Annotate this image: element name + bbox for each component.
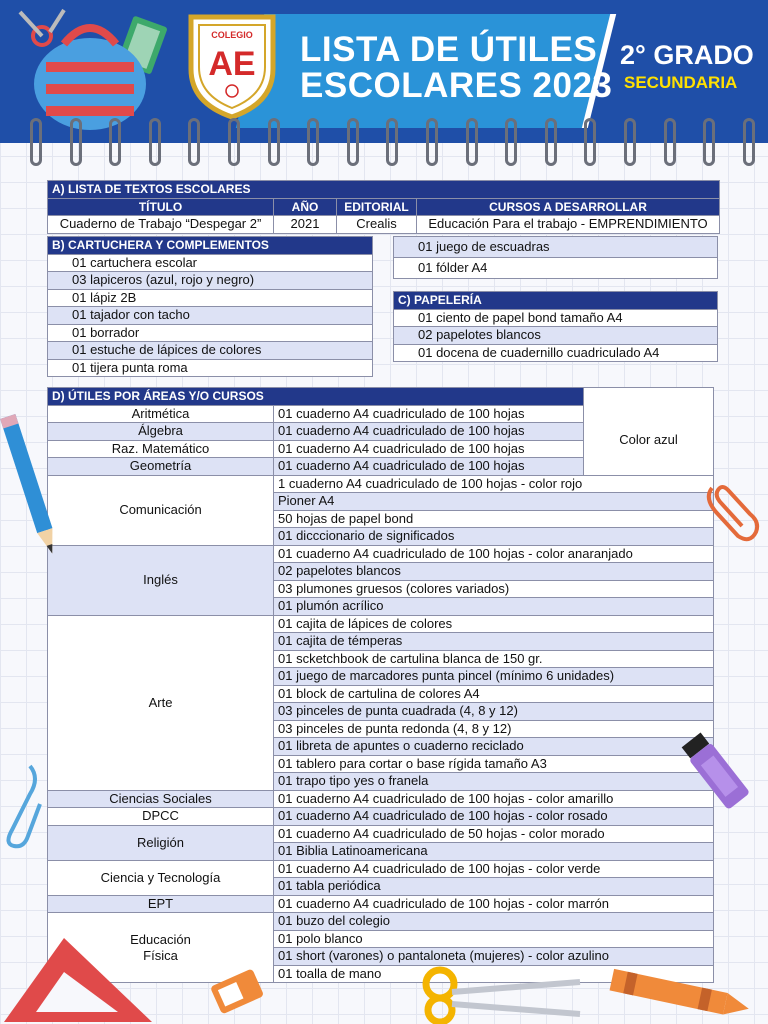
- area-item: 01 block de cartulina de colores A4: [274, 685, 714, 703]
- area-item: 1 cuaderno A4 cuadriculado de 100 hojas - color rojo: [274, 475, 714, 493]
- spiral-ring: [584, 118, 596, 166]
- col-header-year: AÑO: [274, 198, 337, 216]
- section-c-title: C) PAPELERÍA: [394, 292, 718, 310]
- section-d-title: D) ÚTILES POR ÁREAS Y/O CURSOS: [48, 388, 584, 406]
- spiral-binding: [0, 118, 768, 170]
- school-logo: [183, 11, 281, 121]
- area-item: 01 cuaderno A4 cuadriculado de 100 hojas - color rosado: [274, 808, 714, 826]
- area-label-line-1: Educación: [130, 931, 191, 947]
- area-item: 01 cuaderno A4 cuadriculado de 100 hojas: [274, 458, 584, 476]
- area-cell: Raz. Matemático: [48, 440, 274, 458]
- area-item: 01 juego de marcadores punta pincel (mínimo 6 unidades): [274, 668, 714, 686]
- spiral-ring: [545, 118, 557, 166]
- crayon-icon: [600, 968, 768, 1024]
- area-item: 01 dicccionario de significados: [274, 528, 714, 546]
- spiral-ring: [386, 118, 398, 166]
- text-year-cell: 2021: [274, 216, 337, 234]
- area-item: 01 libreta de apuntes o cuaderno reciclado: [274, 738, 714, 756]
- area-item: 01 tablero para cortar o base rígida tamaño A3: [274, 755, 714, 773]
- spiral-ring: [307, 118, 319, 166]
- area-item: 01 Biblia Latinoamericana: [274, 843, 714, 861]
- area-item: 01 cuaderno A4 cuadriculado de 50 hojas - color morado: [274, 825, 714, 843]
- list-item: 01 docena de cuadernillo cuadriculado A4: [394, 344, 718, 362]
- section-b-extra-table: [393, 236, 718, 279]
- area-item: 02 papelotes blancos: [274, 563, 714, 581]
- area-item: 01 cuaderno A4 cuadriculado de 100 hojas - color amarillo: [274, 790, 714, 808]
- list-item: 01 tajador con tacho: [48, 307, 373, 325]
- spiral-ring: [505, 118, 517, 166]
- area-item: 01 cuaderno A4 cuadriculado de 100 hojas - color verde: [274, 860, 714, 878]
- spiral-ring: [426, 118, 438, 166]
- area-cell: Inglés: [48, 545, 274, 615]
- spiral-ring: [466, 118, 478, 166]
- area-cell: Comunicación: [48, 475, 274, 545]
- area-item: 01 cuaderno A4 cuadriculado de 100 hojas - color anaranjado: [274, 545, 714, 563]
- page-title: [300, 32, 612, 104]
- area-cell: Ciencia y Tecnología: [48, 860, 274, 895]
- level-label: SECUNDARIA: [624, 73, 738, 92]
- backpack-icon: [12, 6, 172, 131]
- area-item: 01 polo blanco: [274, 930, 714, 948]
- area-cell: Álgebra: [48, 423, 274, 441]
- list-item: 01 estuche de lápices de colores: [48, 342, 373, 360]
- area-item: 01 plumón acrílico: [274, 598, 714, 616]
- area-item: 03 pinceles de punta cuadrada (4, 8 y 12): [274, 703, 714, 721]
- section-a-table: [47, 180, 720, 234]
- area-item: 01 cuaderno A4 cuadriculado de 100 hojas - color marrón: [274, 895, 714, 913]
- spiral-ring: [149, 118, 161, 166]
- area-item: 01 toalla de mano: [274, 965, 714, 983]
- spiral-ring: [347, 118, 359, 166]
- pencil-icon: [0, 405, 60, 565]
- sharpener-icon: [206, 966, 270, 1016]
- area-cell: Aritmética: [48, 405, 274, 423]
- list-item: 01 juego de escuadras: [394, 237, 718, 258]
- area-item: 01 tabla periódica: [274, 878, 714, 896]
- col-header-title: TÍTULO: [48, 198, 274, 216]
- area-item: 01 short (varones) o pantaloneta (mujeres) - color azulino: [274, 948, 714, 966]
- scissors-icon: [416, 962, 586, 1024]
- area-item: 01 cuaderno A4 cuadriculado de 100 hojas: [274, 423, 584, 441]
- spiral-ring: [30, 118, 42, 166]
- area-item: 01 cuaderno A4 cuadriculado de 100 hojas: [274, 440, 584, 458]
- area-label-line-2: Física: [143, 947, 178, 963]
- spiral-ring: [109, 118, 121, 166]
- logo-college-label: COLEGIO: [211, 30, 253, 40]
- list-item: 01 tijera punta roma: [48, 359, 373, 377]
- section-c-table: [393, 291, 718, 362]
- paperclip-blue-icon: [0, 760, 44, 850]
- spiral-ring: [70, 118, 82, 166]
- spiral-ring: [228, 118, 240, 166]
- section-b-table: [47, 236, 373, 377]
- spiral-ring: [703, 118, 715, 166]
- highlighter-icon: [676, 726, 762, 822]
- spiral-ring: [743, 118, 755, 166]
- list-item: 01 lápiz 2B: [48, 289, 373, 307]
- list-item: 01 fólder A4: [394, 258, 718, 279]
- area-cell: DPCC: [48, 808, 274, 826]
- area-item: 03 pinceles de punta redonda (4, 8 y 12): [274, 720, 714, 738]
- logo-letters: AE: [208, 45, 256, 83]
- area-item: 01 scketchbook de cartulina blanca de 150 gr.: [274, 650, 714, 668]
- section-b-title: B) CARTUCHERA Y COMPLEMENTOS: [48, 237, 373, 255]
- paperclip-icon: [702, 478, 762, 548]
- area-item: Pioner A4: [274, 493, 714, 511]
- spiral-ring: [624, 118, 636, 166]
- spiral-ring: [188, 118, 200, 166]
- area-cell: Ciencias Sociales: [48, 790, 274, 808]
- section-d-table: [47, 387, 714, 983]
- area-item: 01 cajita de lápices de colores: [274, 615, 714, 633]
- section-a-title: A) LISTA DE TEXTOS ESCOLARES: [48, 181, 720, 199]
- color-note-cell: Color azul: [584, 405, 714, 475]
- text-publisher-cell: Crealis: [337, 216, 417, 234]
- area-cell: EPT: [48, 895, 274, 913]
- list-item: 01 borrador: [48, 324, 373, 342]
- area-item: 50 hojas de papel bond: [274, 510, 714, 528]
- area-item: 01 trapo tipo yes o franela: [274, 773, 714, 791]
- set-square-icon: [0, 932, 160, 1024]
- area-cell: Arte: [48, 615, 274, 790]
- grade-label: 2° GRADO: [620, 40, 754, 70]
- text-title-cell: Cuaderno de Trabajo “Despegar 2”: [48, 216, 274, 234]
- title-line-2: ESCOLARES 2023: [300, 66, 613, 105]
- list-item: 02 papelotes blancos: [394, 327, 718, 345]
- area-item: 01 buzo del colegio: [274, 913, 714, 931]
- title-line-1: LISTA DE ÚTILES: [300, 30, 598, 69]
- area-item: 03 plumones gruesos (colores variados): [274, 580, 714, 598]
- area-cell: Religión: [48, 825, 274, 860]
- area-item: 01 cuaderno A4 cuadriculado de 100 hojas: [274, 405, 584, 423]
- area-item: 01 cajita de témperas: [274, 633, 714, 651]
- spiral-ring: [268, 118, 280, 166]
- list-item: 01 ciento de papel bond tamaño A4: [394, 309, 718, 327]
- col-header-courses: CURSOS A DESARROLLAR: [417, 198, 720, 216]
- spiral-ring: [664, 118, 676, 166]
- text-courses-cell: Educación Para el trabajo - EMPRENDIMIENTO: [417, 216, 720, 234]
- area-cell: Geometría: [48, 458, 274, 476]
- col-header-publisher: EDITORIAL: [337, 198, 417, 216]
- list-item: 01 cartuchera escolar: [48, 254, 373, 272]
- color-note-spacer: [584, 388, 714, 406]
- list-item: 03 lapiceros (azul, rojo y negro): [48, 272, 373, 290]
